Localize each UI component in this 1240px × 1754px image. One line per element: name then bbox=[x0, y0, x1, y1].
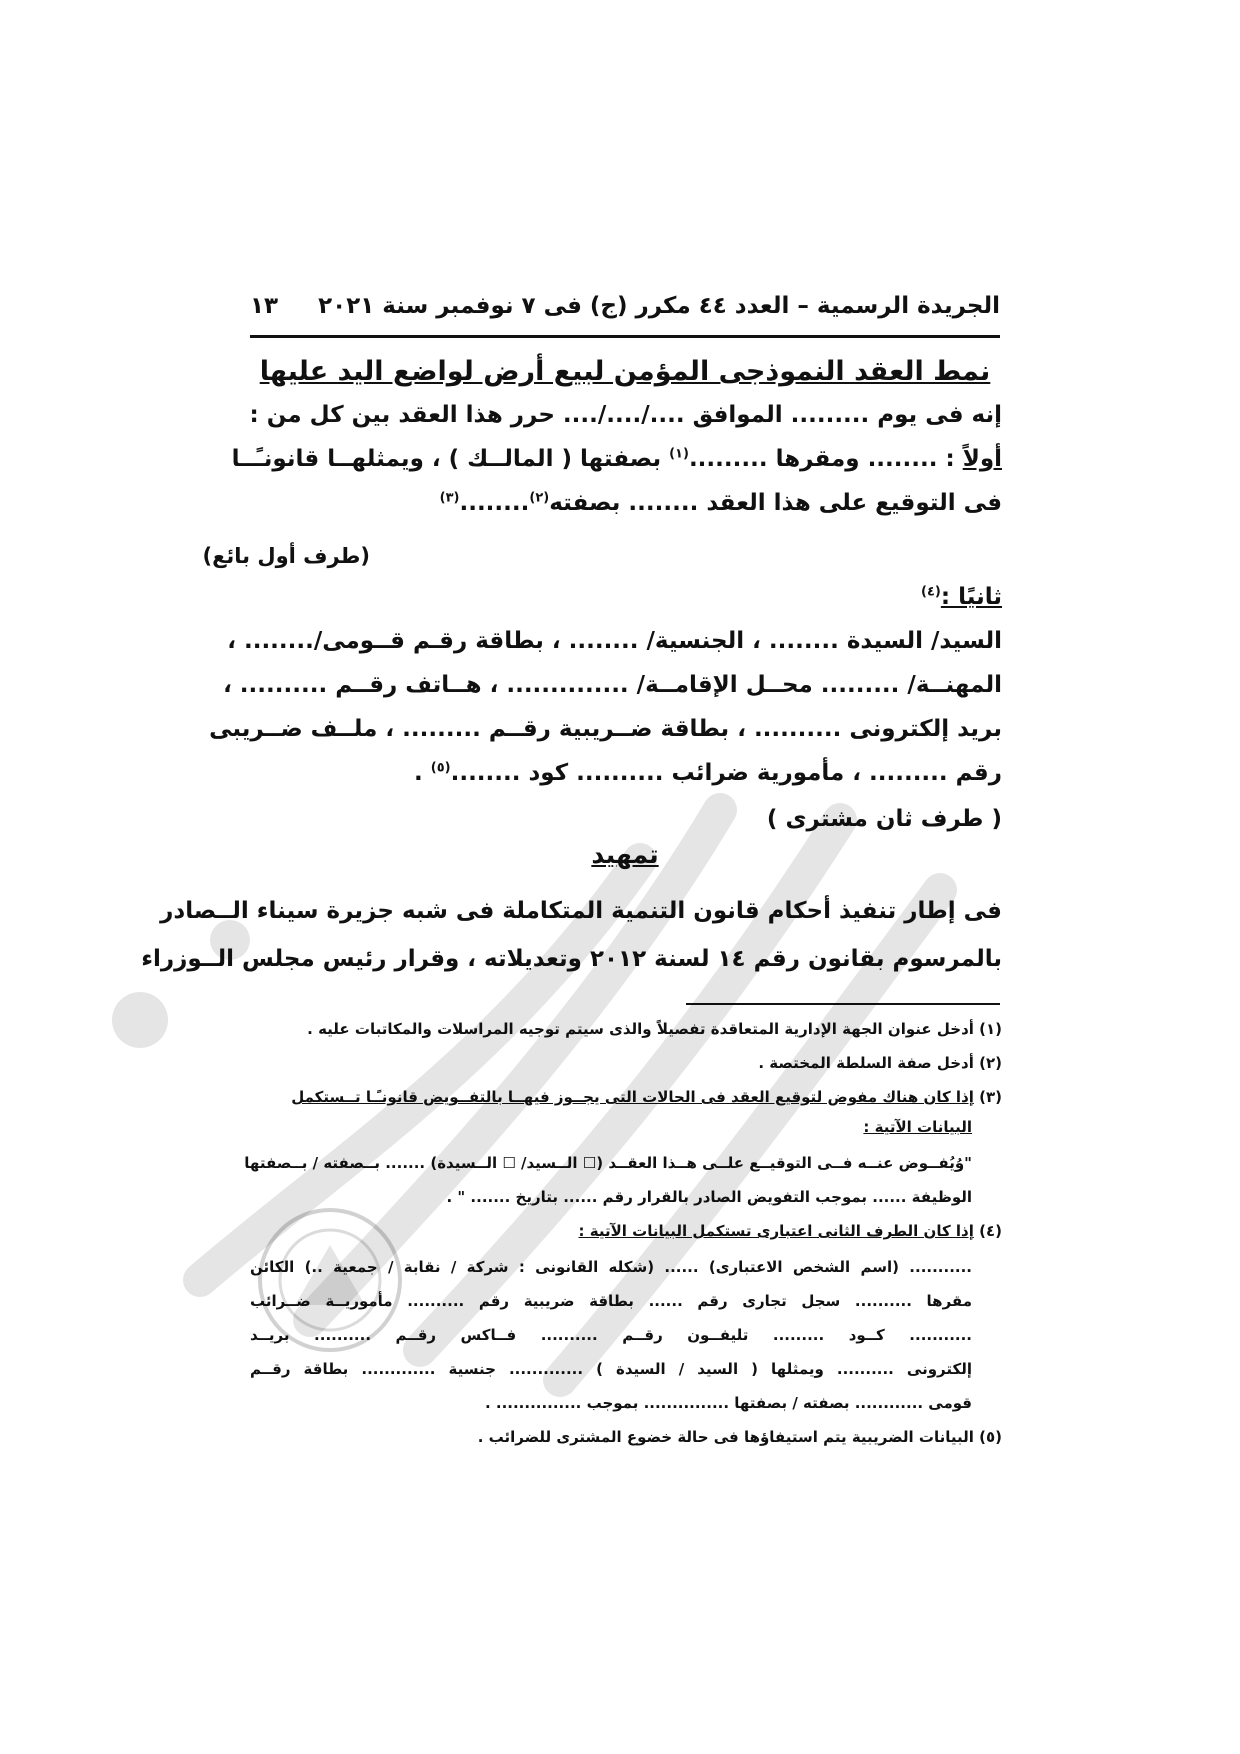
second-party-line-2: المهنــة/ ......... محــل الإقامــة/ .............. ، هــاتف رقــم .......... ، bbox=[223, 672, 1002, 698]
preamble-title: تمهيد bbox=[591, 840, 659, 869]
preamble-line-1: فى إطار تنفيذ أحكام قانون التنمية المتكاملة فى شبه جزيرة سيناء الــصادر bbox=[160, 898, 1002, 924]
second-party-line-3: بريد إلكترونى .......... ، بطاقة ضــريبية رقــم ......... ، ملــف ضــريبى bbox=[209, 716, 1002, 742]
footnote-3-subtitle: البيانات الآتية : bbox=[863, 1118, 972, 1136]
footnote-3-text: إذا كان هناك مفوض لتوقيع العقد فى الحالات التى يجــوز فيهــا بالتفــويض قانونـًـا تــستكمل bbox=[291, 1088, 974, 1106]
footnote-3-line-3: "وُيُفــوض عنــه فــى التوقيــع علــى هــذا العقــد (☐ الــسيد/ ☐ الــسيدة) ....... بــصفته / بــصفتها bbox=[244, 1154, 972, 1172]
footnote-4-number: (٤) bbox=[973, 1222, 1002, 1240]
footnote-ref-4: (٤) bbox=[921, 584, 941, 600]
second-party-label: ثانيًا : bbox=[940, 584, 1002, 610]
second-party-end: . bbox=[414, 760, 431, 786]
first-party-text-b: بصفتها ( المالــك ) ، ويمثلهــا قانونـًــا bbox=[231, 446, 670, 472]
footnote-4-line-3: مقرها .......... سجل تجارى رقم ...... بطاقة ضريبية رقم .......... مأموريــة ضــرائب bbox=[250, 1292, 972, 1310]
second-party-line-1: السيد/ السيدة ........ ، الجنسية/ ........ ، بطاقة رقـم قــومى/........ ، bbox=[227, 628, 1002, 654]
footnote-3-line-4: الوظيفة ...... بموجب التفويض الصادر بالقرار رقم ...... بتاريخ ....... " . bbox=[446, 1188, 972, 1206]
footnote-ref-2: (٢) bbox=[529, 490, 550, 506]
page-number: ١٣ bbox=[250, 293, 279, 319]
footnote-4-line-4: ........... كــود ......... تليفــون رقــم .......... فــاكس رقــم .......... بريــد bbox=[250, 1326, 972, 1344]
page-header bbox=[250, 286, 1000, 326]
footnote-divider bbox=[686, 1003, 1000, 1005]
footnote-3-number: (٣) bbox=[973, 1088, 1002, 1106]
footnote-3-line-2 bbox=[863, 1118, 972, 1136]
footnote-4-line-5: إلكترونى .......... ويمثلها ( السيد / السيدة ) ............. جنسية ............. بطاقة رقــم bbox=[250, 1360, 972, 1378]
second-party-line-4 bbox=[414, 760, 1002, 786]
first-party-sign-text: فى التوقيع على هذا العقد ........ بصفته bbox=[549, 490, 1002, 516]
first-party-label: أولاً bbox=[962, 446, 1002, 472]
footnote-ref-3: (٣) bbox=[439, 490, 460, 506]
preamble-line-2: بالمرسوم بقانون رقم ١٤ لسنة ٢٠١٢ وتعديلاته ، وقرار رئيس مجلس الــوزراء bbox=[141, 946, 1002, 972]
document-title: نمط العقد النموذجى المؤمن لبيع أرض لواضع اليد عليها bbox=[259, 356, 991, 387]
second-party-heading bbox=[921, 584, 1002, 610]
first-party-role: (طرف أول بائع) bbox=[202, 544, 370, 568]
first-party-line-1 bbox=[232, 446, 1002, 472]
intro-line: إنه فى يوم ......... الموافق ..../..../.... حرر هذا العقد بين كل من : bbox=[249, 402, 1002, 428]
gazette-header-title: الجريدة الرسمية – العدد ٤٤ مكرر (ج) فى ٧ نوفمبر سنة ٢٠٢١ bbox=[318, 293, 1000, 319]
second-party-role: ( طرف ثان مشترى ) bbox=[766, 806, 1002, 832]
footnote-ref-1: (١) bbox=[669, 446, 689, 462]
first-party-text-a: : ........ ومقرها ......... bbox=[688, 446, 963, 472]
footnote-2: (٢) أدخل صفة السلطة المختصة . bbox=[758, 1054, 1002, 1072]
footnote-4-line-1 bbox=[579, 1222, 1002, 1240]
first-party-sign-dots: ........ bbox=[459, 490, 530, 516]
header-divider bbox=[250, 335, 1000, 338]
footnote-4-line-2: ........... (اسم الشخص الاعتبارى) ...... (شكله القانونى : شركة / نقابة / جمعية ..) الكائن bbox=[250, 1258, 972, 1276]
footnote-4-line-6: قومى ............ بصفته / بصفتها ............... بموجب ............... . bbox=[484, 1394, 972, 1412]
footnote-5: (٥) البيانات الضريبية يتم استيفاؤها فى حالة خضوع المشترى للضرائب . bbox=[477, 1428, 1002, 1446]
footnote-1: (١) أدخل عنوان الجهة الإدارية المتعاقدة تفصيلاً والذى سيتم توجيه المراسلات والمكاتبات عليه . bbox=[307, 1020, 1002, 1038]
footnote-ref-5: (٥) bbox=[430, 760, 451, 776]
footnote-4-text: إذا كان الطرف الثانى اعتبارى تستكمل البيانات الآتية : bbox=[578, 1222, 974, 1240]
first-party-line-2 bbox=[440, 490, 1002, 516]
footnote-3-line-1 bbox=[291, 1088, 1002, 1106]
second-party-tax-text: رقم ......... ، مأمورية ضرائب .......... كود ........ bbox=[450, 760, 1002, 786]
